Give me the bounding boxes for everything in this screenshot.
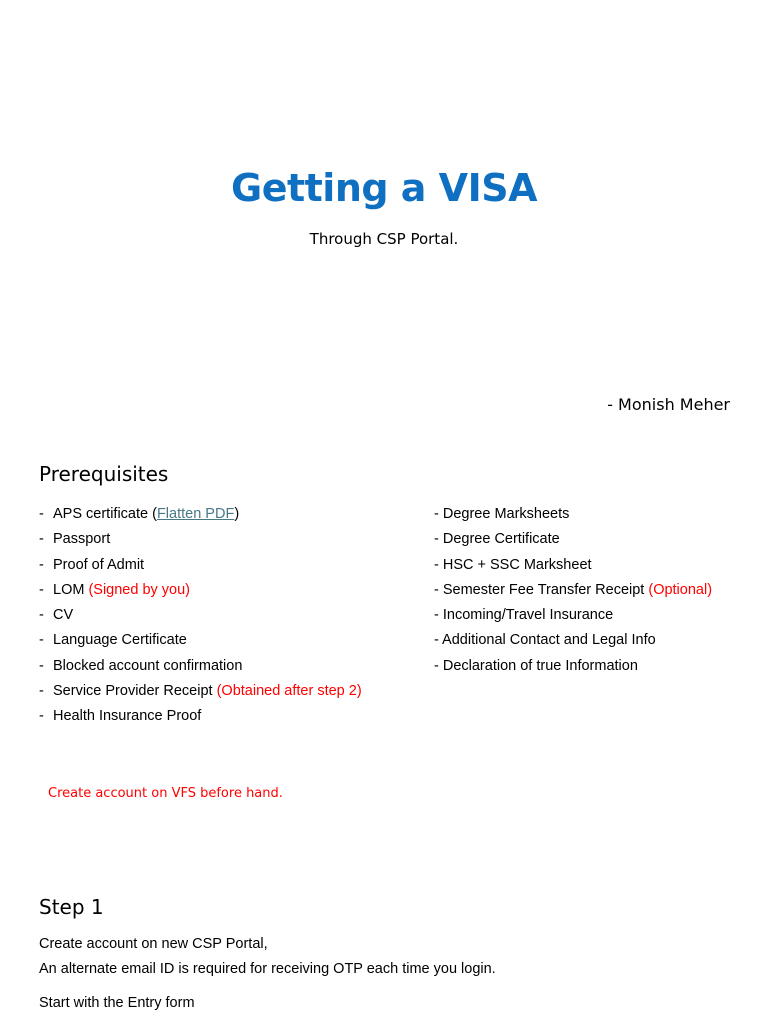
list-item xyxy=(39,529,362,554)
list-item-text-after-link: ) xyxy=(234,506,240,522)
list-item-text: Health Insurance Proof xyxy=(53,708,202,725)
list-dash: - xyxy=(39,683,44,700)
prerequisites-list-left xyxy=(39,504,362,732)
list-item xyxy=(39,580,362,605)
list-item-text: - HSC + SSC Marksheet xyxy=(434,556,592,573)
list-item-note: (Obtained after step 2) xyxy=(216,683,362,700)
page-title: Getting a VISA xyxy=(231,166,537,210)
list-item-note: (Signed by you) xyxy=(88,581,191,598)
list-dash: - xyxy=(39,581,44,598)
list-item xyxy=(434,656,712,681)
list-item-text: - Degree Certificate xyxy=(434,531,560,548)
list-dash: - xyxy=(39,657,44,674)
list-item xyxy=(434,504,712,529)
vfs-account-note: Create account on VFS before hand. xyxy=(48,786,283,801)
list-item xyxy=(434,555,712,580)
list-item-text: Service Provider Receipt xyxy=(53,683,217,700)
list-dash: - xyxy=(39,506,44,522)
list-item-text: Blocked account confirmation xyxy=(53,657,243,674)
list-dash: - xyxy=(39,708,44,725)
list-item xyxy=(39,706,362,731)
step-1-line-3: Start with the Entry form xyxy=(39,995,195,1011)
list-dash: - xyxy=(39,556,44,573)
list-item-text: Passport xyxy=(53,531,111,548)
list-item-text: - Semester Fee Transfer Receipt xyxy=(434,581,649,598)
list-item-text: Language Certificate xyxy=(53,632,187,649)
list-item-note: (Optional) xyxy=(648,581,713,598)
list-item xyxy=(39,555,362,580)
list-item-text: CV xyxy=(53,607,74,624)
step-1-heading: Step 1 xyxy=(39,895,104,919)
list-item xyxy=(434,605,712,630)
list-dash: - xyxy=(39,607,44,624)
list-item-text: LOM xyxy=(53,581,89,598)
author-credit: - Monish Meher xyxy=(607,395,730,414)
list-item xyxy=(39,630,362,655)
list-item xyxy=(39,504,362,529)
prerequisites-heading: Prerequisites xyxy=(39,462,169,486)
flatten-pdf-link[interactable]: Flatten PDF xyxy=(156,506,235,522)
list-item xyxy=(434,529,712,554)
list-item-text: - Declaration of true Information xyxy=(434,657,638,674)
page-subtitle: Through CSP Portal. xyxy=(309,230,459,248)
list-item xyxy=(39,656,362,681)
list-item xyxy=(434,630,712,655)
list-item-text: - Degree Marksheets xyxy=(434,506,570,522)
list-item-text: - Incoming/Travel Insurance xyxy=(434,607,614,624)
list-item-text: - Additional Contact and Legal Info xyxy=(434,632,656,649)
list-dash: - xyxy=(39,632,44,649)
list-item xyxy=(434,580,712,605)
step-1-line-2: An alternate email ID is required for receiving OTP each time you login. xyxy=(39,961,496,977)
list-item-text: Proof of Admit xyxy=(53,556,145,573)
list-item xyxy=(39,605,362,630)
list-item-text: APS certificate ( xyxy=(53,506,157,522)
list-item xyxy=(39,681,362,706)
list-dash: - xyxy=(39,531,44,548)
prerequisites-list-right xyxy=(434,504,712,681)
step-1-line-1: Create account on new CSP Portal, xyxy=(39,936,268,952)
